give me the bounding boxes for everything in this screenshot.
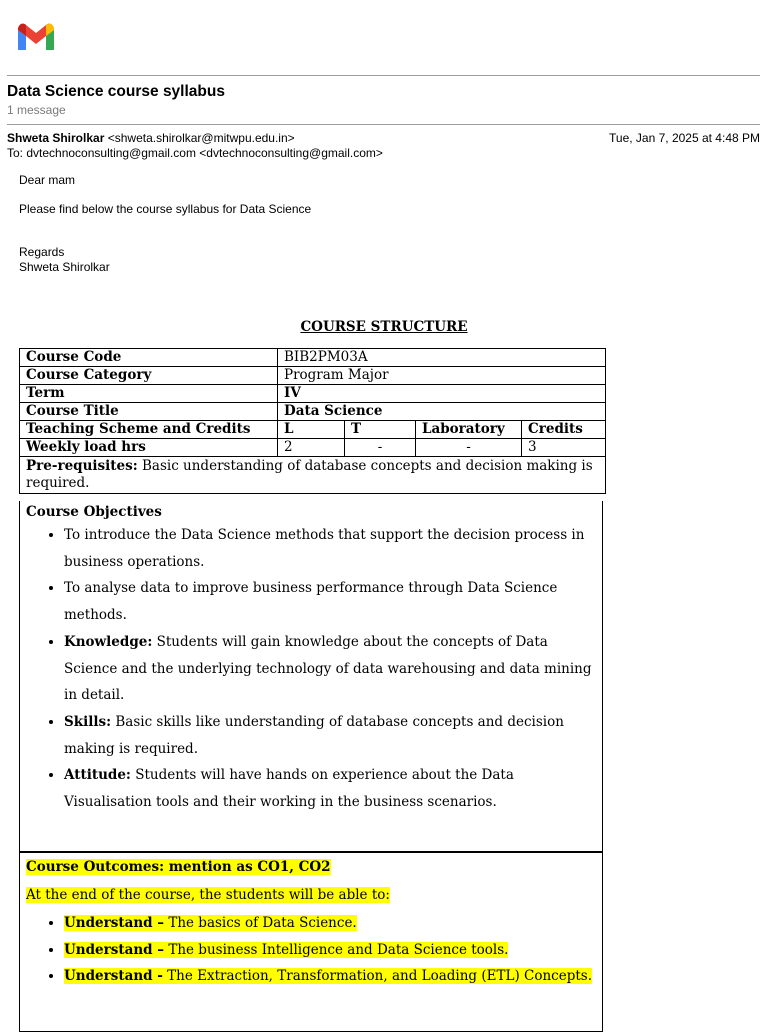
list-item: • Understand - The Extraction, Transformation, and Loading (ETL) Concepts. bbox=[64, 963, 596, 990]
list-item: • To introduce the Data Science methods that support the decision process in business operations. bbox=[64, 522, 596, 575]
course-objectives-box bbox=[19, 501, 603, 852]
scheme-header: Laboratory bbox=[416, 421, 522, 439]
objectives-list bbox=[26, 522, 596, 816]
scheme-header: T bbox=[345, 421, 416, 439]
row-label: Course Title bbox=[20, 403, 278, 421]
email-subject: Data Science course syllabus bbox=[7, 83, 225, 100]
greeting: Dear mam bbox=[19, 173, 76, 187]
prerequisites-label: Pre-requisites: bbox=[26, 458, 138, 474]
objectives-title: Course Objectives bbox=[26, 504, 162, 520]
row-label: Term bbox=[20, 385, 278, 403]
table-row bbox=[20, 457, 606, 494]
message-count: 1 message bbox=[7, 103, 66, 117]
list-item: • To analyse data to improve business performance through Data Science methods. bbox=[64, 575, 596, 628]
table-row bbox=[20, 421, 606, 439]
sender-name: Shweta Shirolkar bbox=[7, 131, 105, 145]
row-label: Teaching Scheme and Credits bbox=[20, 421, 278, 439]
scheme-value: - bbox=[345, 439, 416, 457]
sender-line bbox=[7, 131, 295, 145]
outcomes-title: Course Outcomes: mention as CO1, CO2 bbox=[26, 859, 331, 875]
prerequisites-text: Basic understanding of database concepts and decision making is required. bbox=[26, 458, 593, 491]
list-item: • Skills: Basic skills like understanding of database concepts and decision making is required. bbox=[64, 709, 596, 762]
course-structure-title: COURSE STRUCTURE bbox=[300, 319, 468, 335]
sender-email: <shweta.shirolkar@mitwpu.edu.in> bbox=[107, 131, 295, 145]
list-item: • Understand – The basics of Data Science. bbox=[64, 910, 596, 937]
row-label: Course Code bbox=[20, 349, 278, 367]
table-row bbox=[20, 349, 606, 367]
scheme-value: 3 bbox=[522, 439, 606, 457]
signature: Shweta Shirolkar bbox=[19, 260, 110, 274]
scheme-value: - bbox=[416, 439, 522, 457]
list-item: • Knowledge: Students will gain knowledge about the concepts of Data Science and the underlying technology of data warehousing and data mining in detail. bbox=[64, 629, 596, 709]
outcomes-list bbox=[26, 910, 596, 990]
scheme-header: Credits bbox=[522, 421, 606, 439]
table-row bbox=[20, 439, 606, 457]
subject-divider bbox=[7, 124, 760, 125]
intro-text: Please find below the course syllabus for Data Science bbox=[19, 202, 312, 216]
email-date: Tue, Jan 7, 2025 at 4:48 PM bbox=[609, 131, 760, 145]
row-value: IV bbox=[278, 385, 606, 403]
row-value: BIB2PM03A bbox=[278, 349, 606, 367]
table-row bbox=[20, 385, 606, 403]
row-value: Data Science bbox=[278, 403, 606, 421]
list-item: • Attitude: Students will have hands on experience about the Data Visualisation tools and their working in the business scenarios. bbox=[64, 762, 596, 815]
list-item: • Understand – The business Intelligence and Data Science tools. bbox=[64, 937, 596, 964]
course-structure-table bbox=[19, 348, 606, 494]
scheme-value: 2 bbox=[278, 439, 345, 457]
course-outcomes-box bbox=[19, 852, 603, 1032]
closing: Regards bbox=[19, 245, 65, 259]
row-value: Program Major bbox=[278, 367, 606, 385]
row-label: Weekly load hrs bbox=[20, 439, 278, 457]
prerequisites-cell bbox=[20, 457, 606, 494]
table-row bbox=[20, 367, 606, 385]
recipient-line: To: dvtechnoconsulting@gmail.com <dvtechnoconsulting@gmail.com> bbox=[7, 146, 383, 160]
table-row bbox=[20, 403, 606, 421]
scheme-header: L bbox=[278, 421, 345, 439]
outcomes-intro: At the end of the course, the students will be able to: bbox=[26, 887, 390, 903]
gmail-logo bbox=[16, 22, 56, 52]
header-divider bbox=[7, 75, 760, 76]
row-label: Course Category bbox=[20, 367, 278, 385]
